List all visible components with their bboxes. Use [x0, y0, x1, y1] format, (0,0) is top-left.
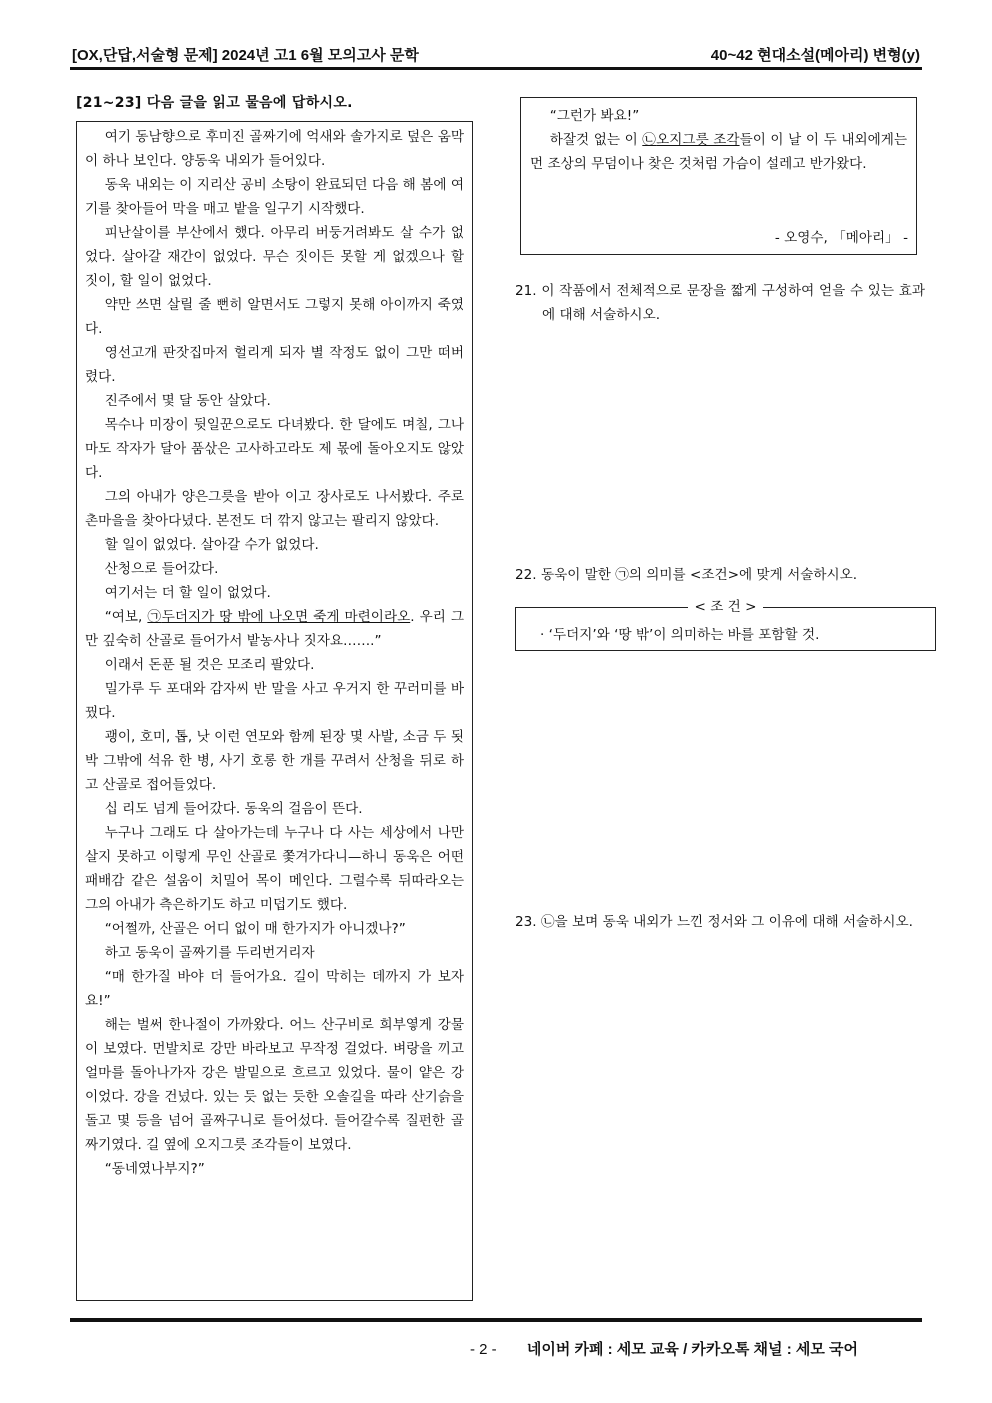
condition-title: [516, 597, 935, 617]
passage-paragraph: 괭이, 호미, 톱, 낫 이런 연모와 함께 된장 몇 사발, 소금 두 됫박 그밖에 석유 한 병, 사기 호롱 한 개를 꾸려서 산청을 뒤로 하고 산골로 접어들었다.: [85, 729, 464, 793]
passage-paragraph: 약만 쓰면 살릴 줄 뻔히 알면서도 그렇지 못해 아이까지 죽였다.: [85, 297, 464, 337]
passage-paragraph: 밀가루 두 포대와 감자씨 반 말을 사고 우거지 한 꾸러미를 바꿨다.: [85, 681, 464, 721]
passage-continuation-box: [520, 97, 917, 255]
passage-paragraph: 동욱 내외는 이 지리산 공비 소탕이 완료되던 다음 해 봄에 여기를 찾아들어 막을 매고 밭을 일구기 시작했다.: [85, 177, 464, 217]
source-citation: - 오영수, 「메아리」 -: [774, 230, 908, 246]
passage-paragraph: 영선고개 판잣집마저 헐리게 되자 별 작정도 없이 그만 떠버렸다.: [85, 345, 464, 385]
header-section: 40~42 현대소설(메아리) 변형(y): [710, 47, 920, 64]
passage-paragraph: 목수나 미장이 뒷일꾼으로도 다녀봤다. 한 달에도 며칠, 그나마도 작자가 달아 품삯은 고사하고라도 제 몫에 돌아오지도 않았다.: [85, 417, 464, 481]
passage-paragraph: 여기서는 더 할 일이 없었다.: [104, 585, 271, 601]
marker-2: ㉡: [642, 132, 657, 148]
passage-paragraph: “어쩔까, 산골은 어디 없이 매 한가지가 아니겠나?”: [104, 921, 406, 937]
underlined-phrase-2: 오지그릇 조각: [656, 132, 740, 148]
passage-paragraph: 하고 동욱이 골짜기를 두리번거리자: [104, 945, 315, 961]
question-21: 21. 이 작품에서 전체적으로 문장을 짧게 구성하여 얻을 수 있는 효과에 대해 서술하시오.: [515, 283, 925, 323]
condition-item: · ‘두더지’와 ‘땅 밖’이 의미하는 바를 포함할 것.: [540, 627, 820, 643]
passage-paragraph: 이래서 돈푼 될 것은 모조리 팔았다.: [104, 657, 315, 673]
continuation-pre: 하잘것 없는 이: [549, 132, 643, 148]
question-22: 22. 동욱이 말한 ㉠의 의미를 <조건>에 맞게 서술하시오.: [515, 567, 858, 583]
passage-paragraph: “동네였나부지?”: [104, 1161, 205, 1177]
footer-info: 네이버 카페 : 세모 교육 / 카카오톡 채널 : 세모 국어: [526, 1341, 858, 1358]
footer-rule: [70, 1318, 922, 1322]
header-rule: [70, 67, 922, 70]
continuation-line-2: [530, 128, 907, 176]
dialogue-rest: . 우리 그만 깊숙히 산골로 들어가서 밭농사나 짓자요…….”: [85, 609, 465, 649]
condition-box: [515, 599, 936, 651]
continuation-line-1: “그런가 봐요!”: [549, 108, 640, 124]
page-number: - 2 -: [470, 1341, 497, 1358]
condition-title-text: < 조 건 >: [688, 599, 762, 615]
dialogue-open: “여보,: [104, 609, 148, 625]
continuation-post: 들이 이 날 이 두 내외에게는 먼 조상의 무덤이나 찾은 것처럼 가슴이 설레고 반가왔다.: [530, 132, 907, 172]
passage-paragraph: 십 리도 넘게 들어갔다. 동욱의 걸음이 뜬다.: [104, 801, 363, 817]
underlined-phrase-1: 두더지가 땅 밖에 나오면 죽게 마련이라오: [161, 609, 411, 625]
passage-paragraph: 그의 아내가 양은그릇을 받아 이고 장사로도 나서봤다. 주로 촌마을을 찾아다녔다. 본전도 더 깎지 않고는 팔리지 않았다.: [85, 489, 464, 529]
passage-paragraph: 할 일이 없었다. 살아갈 수가 없었다.: [104, 537, 319, 553]
passage-paragraph: 산청으로 들어갔다.: [104, 561, 219, 577]
passage-paragraph: 진주에서 몇 달 동안 살았다.: [104, 393, 271, 409]
passage-paragraph: 여기 동남향으로 후미진 골짜기에 억새와 솔가지로 덮은 움막이 하나 보인다. 양동욱 내외가 들어있다.: [85, 129, 464, 169]
question-23: 23. ㉡을 보며 동욱 내외가 느낀 정서와 그 이유에 대해 서술하시오.: [515, 914, 913, 930]
header-title: [OX,단답,서술형 문제] 2024년 고1 6월 모의고사 문학: [72, 47, 419, 64]
footer: [470, 1338, 858, 1359]
passage-box: [76, 121, 473, 1301]
passage-paragraph: “매 한가질 바야 더 들어가요. 길이 막히는 데까지 가 보자요!”: [85, 969, 464, 1009]
marker-1: ㉠: [147, 609, 162, 625]
passage-paragraph: 해는 벌써 한나절이 가까왔다. 어느 산구비로 희부옇게 강물이 보였다. 먼발치로 강만 바라보고 무작정 걸었다. 벼랑을 끼고 얼마를 돌아나가자 강은 발밑으로 흐르고 있었다. 물이 얕은 강이었다. 강을 건넜다. 있는 듯 없는 듯한 오솔길을 따라 산기슭을 돌고 몇 등을 넘어 골짜구니로 들어섰다. 들어갈수록 질펀한 골짜기였다. 길 옆에 오지그릇 조각들이 보였다.: [85, 1017, 464, 1153]
dialogue-marked-1: [85, 605, 464, 653]
passage-paragraph: 피난살이를 부산에서 했다. 아무리 버둥거려봐도 살 수가 없었다. 살아갈 재간이 없었다. 무슨 짓이든 못할 게 없겠으나 할 짓이, 할 일이 없었다.: [85, 225, 464, 289]
section-title: [21~23] 다음 글을 읽고 물음에 답하시오.: [76, 95, 353, 111]
passage-paragraph: 누구나 그래도 다 살아가는데 누구나 다 사는 세상에서 나만 살지 못하고 이렇게 무인 산골로 쫓겨가다니—하니 동욱은 어떤 패배감 같은 설움이 치밀어 목이 메인다. 그럴수록 뒤따라오는 그의 아내가 측은하기도 하고 미덥기도 했다.: [85, 825, 464, 913]
